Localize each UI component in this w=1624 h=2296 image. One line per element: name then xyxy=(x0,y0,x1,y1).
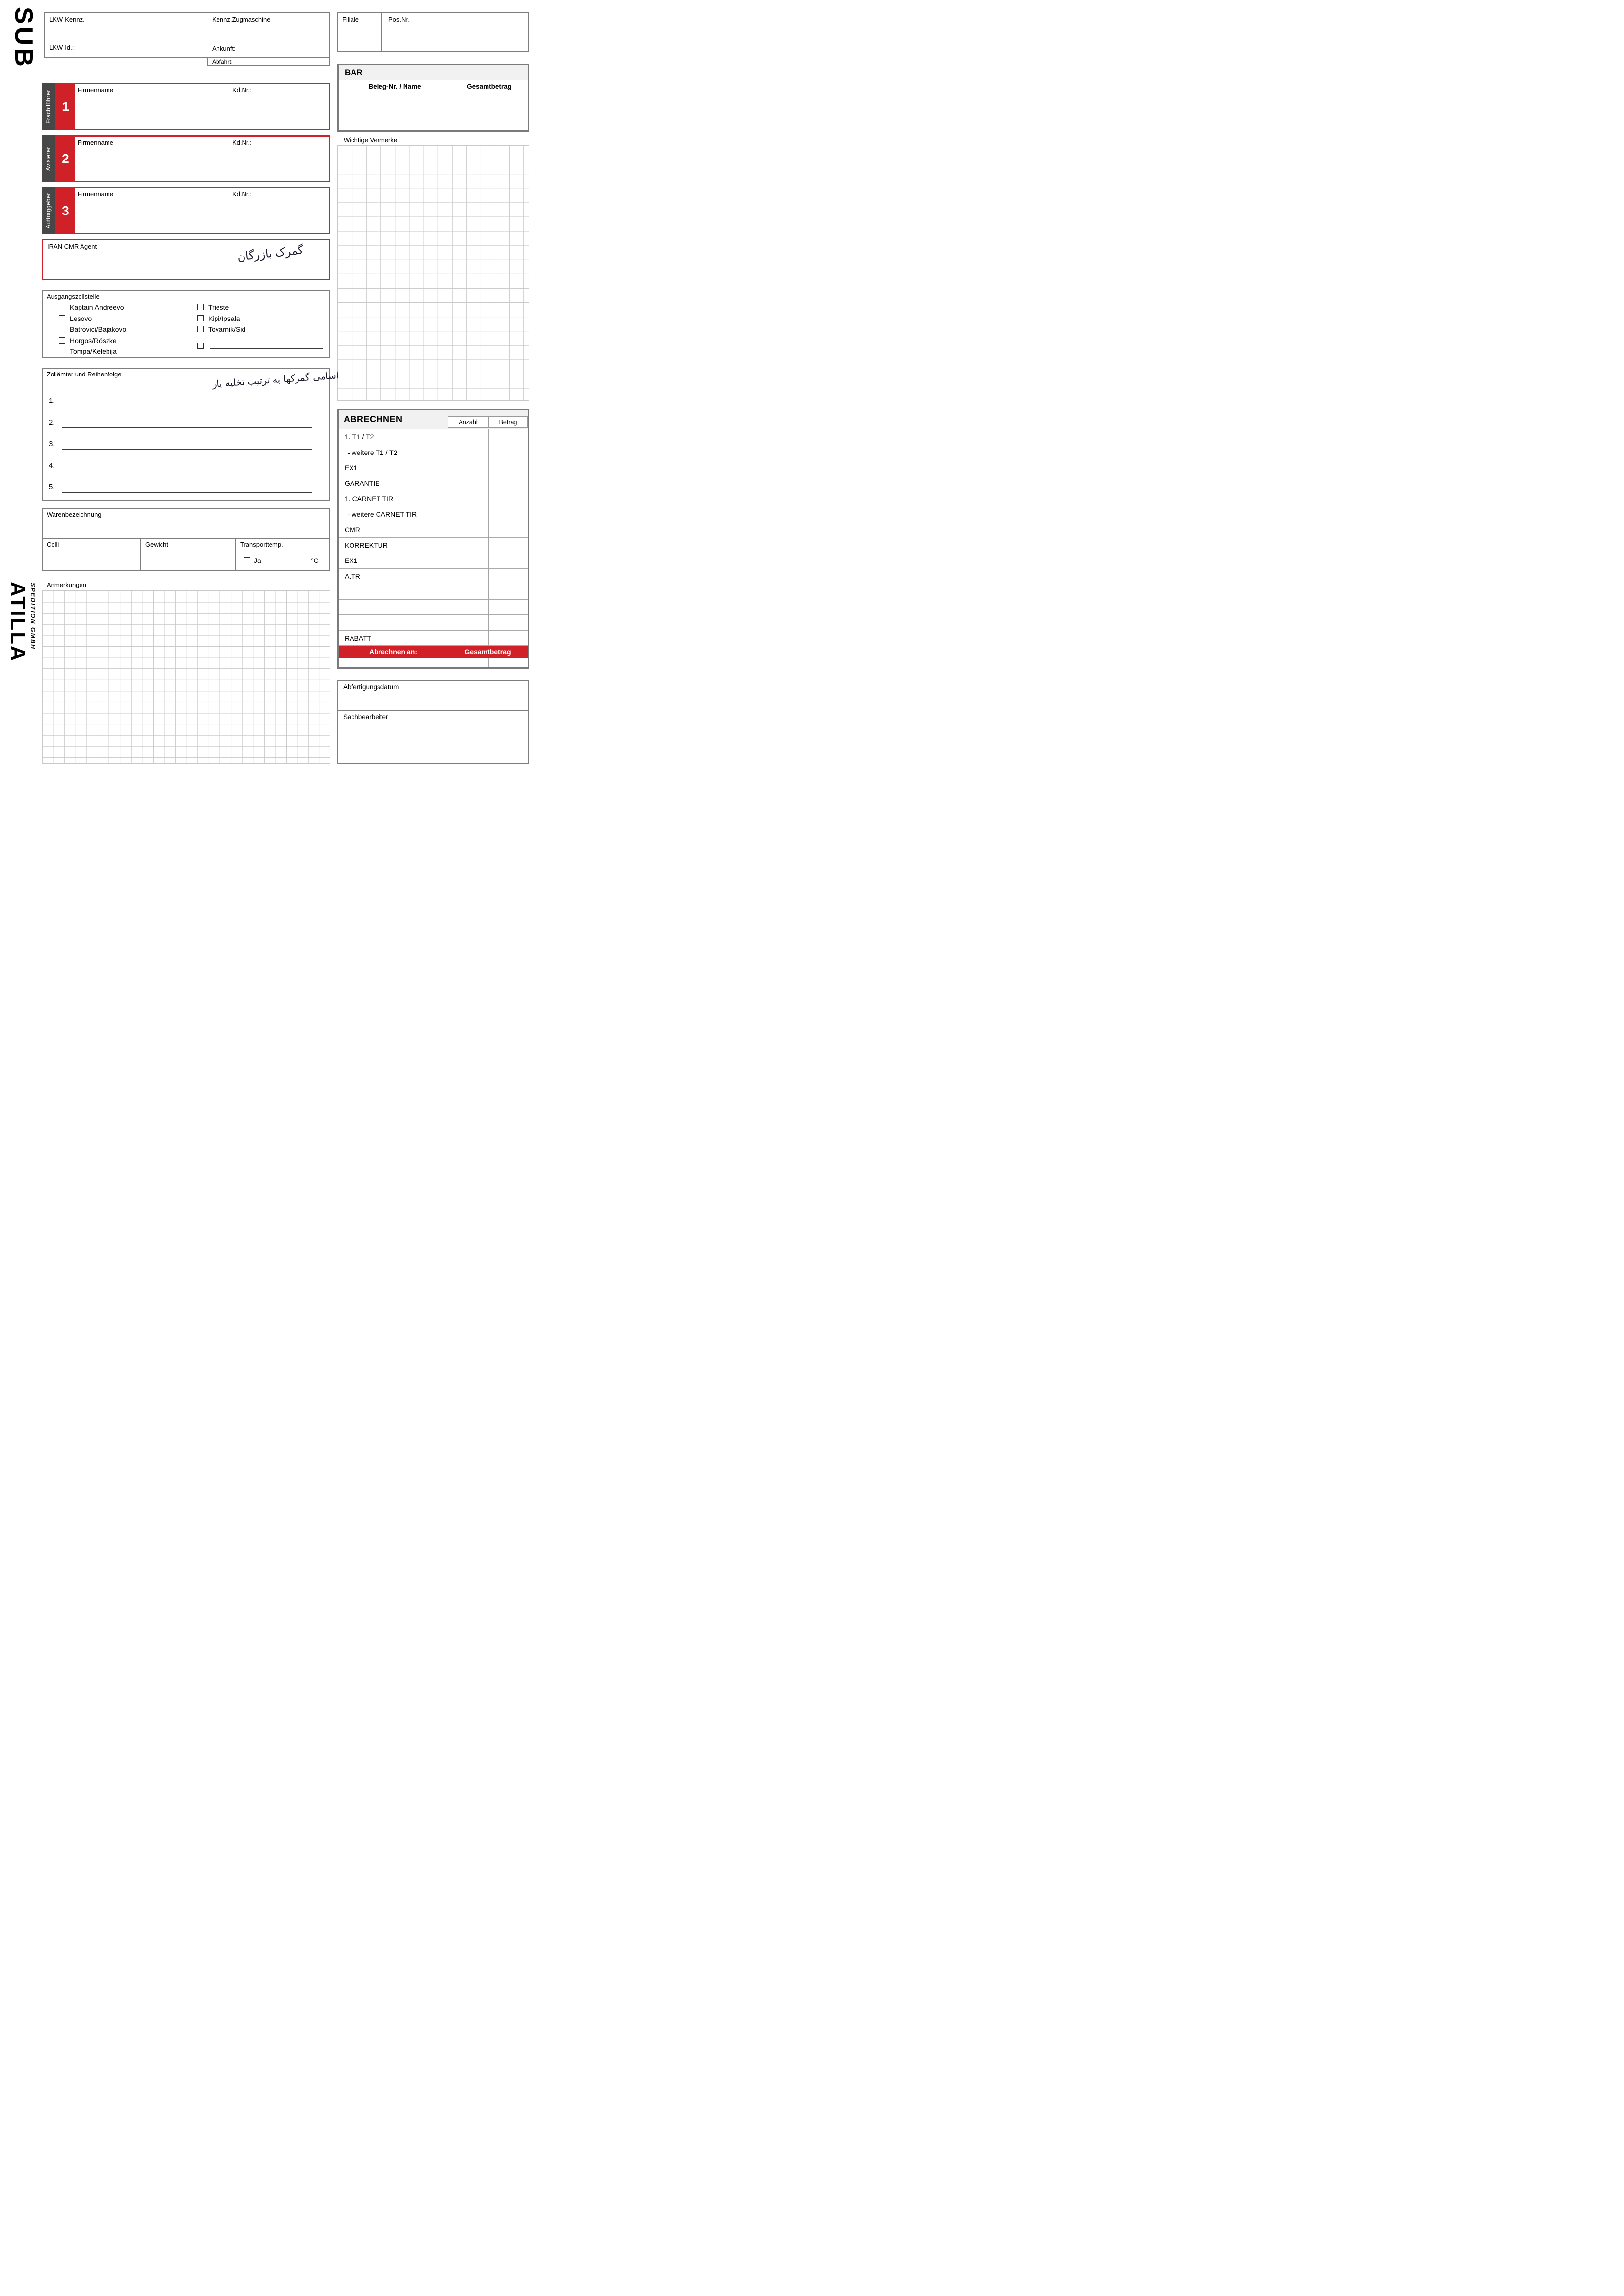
bar-row[interactable] xyxy=(339,105,528,117)
abrechnen-row-weitere-carnet-tir[interactable]: - weitere CARNET TIR xyxy=(339,507,528,523)
party-box-1[interactable] xyxy=(55,83,330,130)
transporttemp-box xyxy=(235,538,330,571)
option-tompa-kelebija: Tompa/Kelebija xyxy=(70,347,117,355)
role-bar-avisierer xyxy=(42,135,55,182)
betrag-col-header: Betrag xyxy=(488,416,528,428)
checkbox-horgos-roeszke[interactable] xyxy=(59,337,65,344)
vermerke-label: Wichtige Vermerke xyxy=(344,136,398,144)
abfertigungsdatum-box[interactable] xyxy=(337,680,529,711)
option-tovarnik-sid: Tovarnik/Sid xyxy=(208,325,246,333)
sachbearbeiter-box[interactable] xyxy=(337,710,529,764)
spedition-form-page xyxy=(0,0,541,765)
firmenname-label: Firmenname xyxy=(78,86,113,94)
kd-nr-label: Kd.Nr.: xyxy=(232,190,252,198)
anmerkungen-label: Anmerkungen xyxy=(47,581,86,588)
line-number-2: 2. xyxy=(49,418,55,427)
role-bar-auftraggeber xyxy=(42,187,55,234)
option-trieste: Trieste xyxy=(208,303,229,311)
warenbezeichnung-label: Warenbezeichnung xyxy=(47,511,102,518)
abrechnen-row-weitere-t1t2[interactable]: - weitere T1 / T2 xyxy=(339,445,528,461)
abrechnen-row-cmr[interactable]: CMR xyxy=(339,522,528,538)
line-number-5: 5. xyxy=(49,483,55,491)
bar-title: BAR xyxy=(345,67,363,77)
bar-title-row xyxy=(339,65,528,80)
option-lesovo: Lesovo xyxy=(70,315,92,322)
abrechnen-row-empty[interactable] xyxy=(339,584,528,600)
zollamt-line-5[interactable] xyxy=(62,492,312,493)
brand-atilla-logo: ATILLA xyxy=(6,582,29,663)
iran-cmr-agent-label: IRAN CMR Agent xyxy=(47,243,97,250)
celsius-label: °C xyxy=(311,557,319,564)
party-number-3: 3 xyxy=(56,188,75,233)
party-number-2: 2 xyxy=(56,137,75,181)
abrechnen-betrag-divider xyxy=(488,429,489,646)
ausgangszollstelle-box xyxy=(42,290,330,358)
checkbox-temp-ja[interactable] xyxy=(244,557,250,563)
kennz-zugmaschine-label: Kennz.Zugmaschine xyxy=(212,16,271,23)
bar-col-name: Beleg-Nr. / Name xyxy=(368,82,421,90)
checkbox-batrovici-bajakovo[interactable] xyxy=(59,326,65,332)
abrechnen-title: ABRECHNEN xyxy=(344,414,403,424)
bar-table xyxy=(337,64,529,132)
filiale-label: Filiale xyxy=(342,16,359,23)
abrechnen-an-label: Abrechnen an: xyxy=(369,648,417,656)
option-batrovici-bajakovo: Batrovici/Bajakovo xyxy=(70,325,127,333)
line-number-3: 3. xyxy=(49,440,55,448)
lkw-id-label: LKW-Id.: xyxy=(49,44,74,51)
abrechnen-row-carnet-tir[interactable]: 1. CARNET TIR xyxy=(339,491,528,507)
gewicht-box[interactable] xyxy=(140,538,236,571)
kd-nr-label: Kd.Nr.: xyxy=(232,139,252,146)
abrechnen-row-garantie[interactable]: GARANTIE xyxy=(339,476,528,492)
abrechnen-betrag-divider-2 xyxy=(488,658,489,667)
checkbox-other-zollstelle[interactable] xyxy=(197,343,204,349)
ankunft-label: Ankunft: xyxy=(212,45,236,52)
bar-col-total: Gesamtbetrag xyxy=(467,82,512,90)
party-box-3[interactable] xyxy=(55,187,330,234)
checkbox-tovarnik-sid[interactable] xyxy=(197,326,204,332)
colli-box[interactable] xyxy=(42,538,141,571)
checkbox-trieste[interactable] xyxy=(197,304,204,310)
abrechnen-row-t1t2[interactable]: 1. T1 / T2 xyxy=(339,429,528,445)
checkbox-kipi-ipsala[interactable] xyxy=(197,315,204,321)
iran-cmr-agent-box[interactable] xyxy=(42,239,330,280)
pos-nr-label: Pos.Nr. xyxy=(388,16,409,23)
role-label-avisierer: Avisierer xyxy=(45,146,52,171)
warenbezeichnung-box[interactable] xyxy=(42,508,330,539)
checkbox-tompa-kelebija[interactable] xyxy=(59,348,65,354)
abrechnen-header-row xyxy=(339,410,528,429)
line-number-4: 4. xyxy=(49,461,55,470)
checkbox-kaptain-andreevo[interactable] xyxy=(59,304,65,310)
option-kaptain-andreevo: Kaptain Andreevo xyxy=(70,303,124,311)
abrechnen-table xyxy=(337,409,529,669)
line-number-1: 1. xyxy=(49,397,55,405)
abfahrt-label: Abfahrt: xyxy=(212,58,233,65)
zollaemter-handwriting: اسامی گمرکها به ترتیب تخلیه بار xyxy=(212,370,339,390)
zollamt-line-3[interactable] xyxy=(62,449,312,450)
colli-label: Colli xyxy=(47,541,59,548)
branch-box[interactable] xyxy=(337,12,529,52)
ja-label: Ja xyxy=(254,557,261,564)
abrechnen-row-korrektur[interactable]: KORREKTUR xyxy=(339,538,528,554)
firmenname-label: Firmenname xyxy=(78,139,113,146)
brand-sub-logo: SUB xyxy=(9,7,38,70)
iran-agent-handwriting: گمرک بازرگان xyxy=(237,243,304,264)
checkbox-lesovo[interactable] xyxy=(59,315,65,321)
abfertigungsdatum-label: Abfertigungsdatum xyxy=(343,683,399,691)
party-box-2[interactable] xyxy=(55,135,330,182)
vermerke-grid[interactable] xyxy=(337,145,529,401)
ausgangszollstelle-label: Ausgangszollstelle xyxy=(47,293,100,300)
abrechnen-row-empty[interactable] xyxy=(339,600,528,615)
role-label-frachtfuehrer: Frachtführer xyxy=(45,89,52,124)
abrechnen-row-ex1-2[interactable]: EX1 xyxy=(339,553,528,569)
abrechnen-row-atr[interactable]: A.TR xyxy=(339,569,528,585)
abrechnen-row-ex1[interactable]: EX1 xyxy=(339,460,528,476)
zollaemter-box xyxy=(42,368,339,501)
kd-nr-label: Kd.Nr.: xyxy=(232,86,252,94)
option-horgos-roeszke: Horgos/Röszke xyxy=(70,337,117,345)
gesamtbetrag-label: Gesamtbetrag xyxy=(464,648,511,656)
zollamt-line-2[interactable] xyxy=(62,427,312,428)
firmenname-label: Firmenname xyxy=(78,190,113,198)
option-kipi-ipsala: Kipi/Ipsala xyxy=(208,315,240,322)
abrechnen-row-rabatt[interactable]: RABATT xyxy=(339,631,528,646)
anmerkungen-grid[interactable] xyxy=(42,590,330,764)
gewicht-label: Gewicht xyxy=(145,541,168,548)
role-label-auftraggeber: Auftraggeber xyxy=(45,192,52,229)
abrechnen-footer-bar xyxy=(339,646,528,658)
party-number-1: 1 xyxy=(56,84,75,129)
anzahl-col-header: Anzahl xyxy=(448,416,488,428)
sachbearbeiter-label: Sachbearbeiter xyxy=(343,713,388,721)
abfahrt-box[interactable] xyxy=(207,57,330,66)
role-bar-frachtfuehrer xyxy=(42,83,55,130)
abrechnen-row-empty[interactable] xyxy=(339,615,528,631)
zollaemter-label: Zollämter und Reihenfolge xyxy=(47,371,122,378)
transporttemp-label: Transporttemp. xyxy=(240,541,283,548)
brand-spedition-gmbh: SPEDITION GMBH xyxy=(29,583,36,650)
truck-header-box[interactable] xyxy=(44,12,330,58)
branch-divider xyxy=(381,13,382,51)
other-zollstelle-line[interactable] xyxy=(210,348,323,349)
lkw-kennz-label: LKW-Kennz. xyxy=(49,16,85,23)
bar-row[interactable] xyxy=(339,93,528,105)
